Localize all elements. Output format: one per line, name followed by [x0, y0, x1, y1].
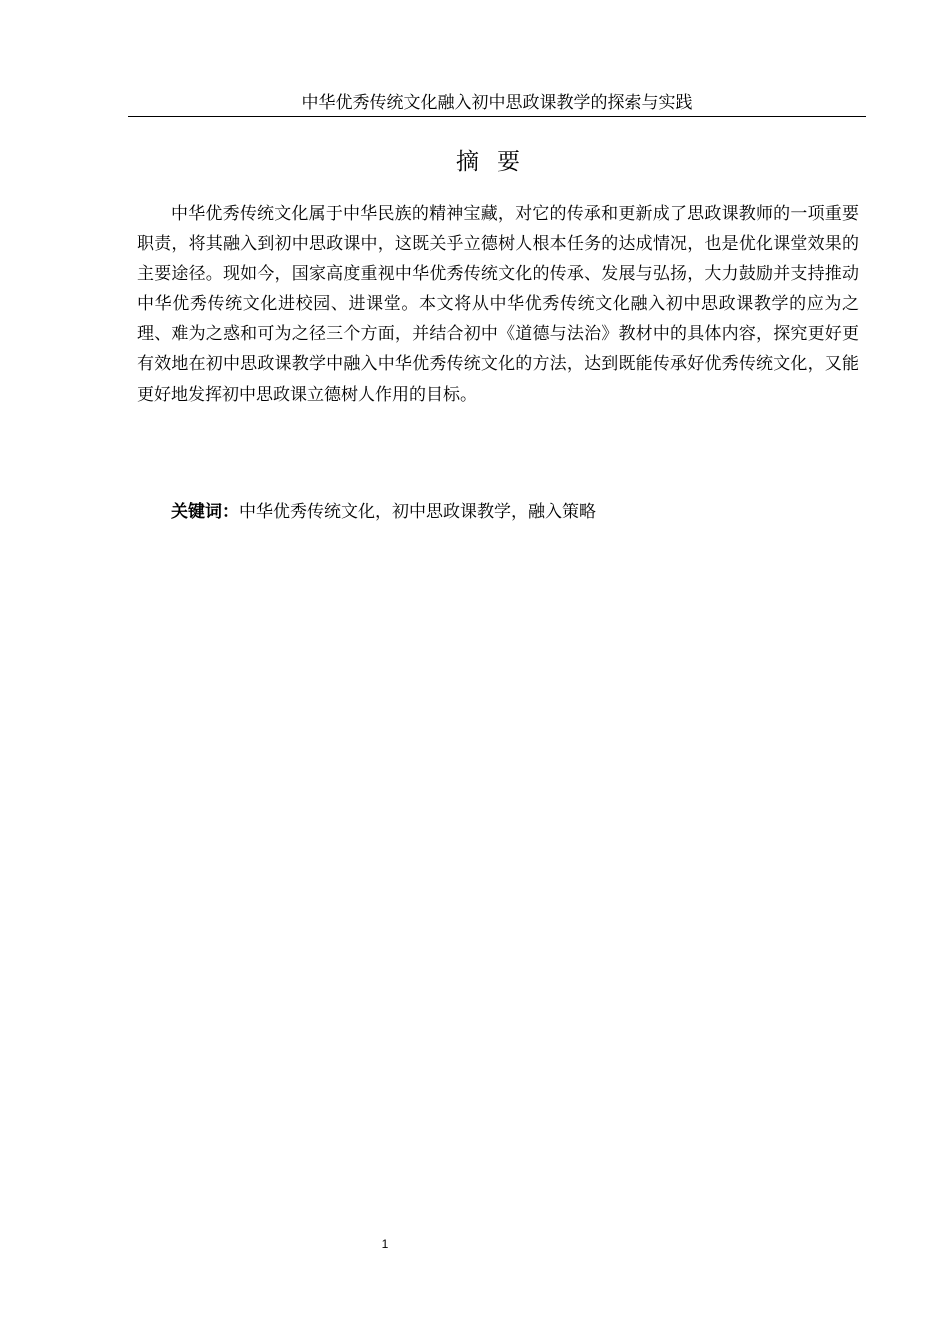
page-number: 1 [381, 1237, 389, 1251]
keywords-line [137, 497, 859, 527]
abstract-paragraph: 中华优秀传统文化属于中华民族的精神宝藏，对它的传承和更新成了思政课教师的一项重要职责，将其融入到初中思政课中，这既关乎立德树人根本任务的达成情况，也是优化课堂效果的主要途径。现如今，国家高度重视中华优秀传统文化的传承、发展与弘扬，大力鼓励并支持推动中华优秀传统文化进校园、进课堂。本文将从中华优秀传统文化融入初中思政课教学的应为之理、难为之惑和可为之径三个方面，并结合初中《道德与法治》教材中的具体内容，探究更好更有效地在初中思政课教学中融入中华优秀传统文化的方法，达到既能传承好优秀传统文化，又能更好地发挥初中思政课立德树人作用的目标。 [137, 204, 859, 405]
running-header-title: 中华优秀传统文化融入初中思政课教学的探索与实践 [301, 93, 693, 113]
page-header [128, 92, 866, 117]
keywords-text: 中华优秀传统文化，初中思政课教学，融入策略 [239, 502, 596, 522]
keywords-label: 关键词： [171, 502, 239, 522]
abstract-heading: 摘要 [456, 149, 538, 175]
